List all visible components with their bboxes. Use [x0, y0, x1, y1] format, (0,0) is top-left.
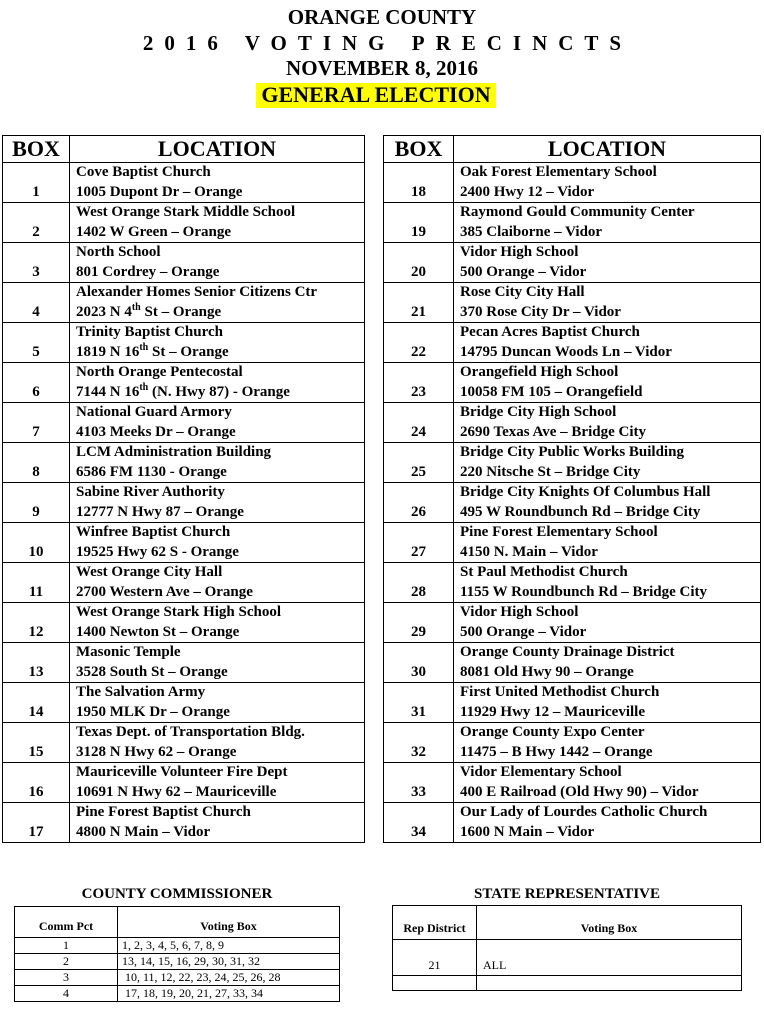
box-number: 34	[384, 803, 454, 843]
location-name: Texas Dept. of Transportation Bldg.	[76, 724, 305, 740]
location-name: Orange County Drainage District	[460, 644, 675, 660]
location-name: Vidor Elementary School	[460, 764, 622, 780]
location-column-header: LOCATION	[454, 136, 761, 163]
box-number: 24	[384, 403, 454, 443]
precinct-row	[3, 803, 365, 843]
comm-voting-boxes: 1, 2, 3, 4, 5, 6, 7, 8, 9	[118, 938, 340, 954]
comm-pct: 1	[15, 938, 118, 954]
precinct-location	[70, 403, 365, 443]
precinct-row	[3, 643, 365, 683]
location-name: West Orange Stark High School	[76, 604, 282, 620]
location-name: The Salvation Army	[76, 684, 206, 700]
precinct-row	[3, 763, 365, 803]
location-address: 10058 FM 105 – Orangefield	[460, 383, 643, 400]
comm-pct: 2	[15, 954, 118, 970]
precinct-location	[70, 683, 365, 723]
box-number: 22	[384, 323, 454, 363]
box-number: 33	[384, 763, 454, 803]
box-number: 7	[3, 403, 70, 443]
location-name: North Orange Pentecostal	[76, 364, 243, 380]
ordinal-suffix: th	[131, 301, 141, 313]
location-address: 495 W Roundbunch Rd – Bridge City	[460, 503, 701, 520]
location-address: 1600 N Main – Vidor	[460, 823, 595, 840]
box-number: 17	[3, 803, 70, 843]
location-address: 11475 – B Hwy 1442 – Orange	[460, 743, 653, 760]
precinct-row	[384, 163, 761, 203]
box-number: 19	[384, 203, 454, 243]
election-type-highlight: GENERAL ELECTION	[256, 83, 496, 108]
precinct-location	[454, 163, 761, 203]
location-address: 12777 N Hwy 87 – Orange	[76, 503, 244, 520]
commissioner-row	[15, 970, 340, 986]
box-number: 21	[384, 283, 454, 323]
box-number: 12	[3, 603, 70, 643]
comm-voting-boxes: 17, 18, 19, 20, 21, 27, 33, 34	[118, 986, 340, 1002]
precinct-location	[70, 763, 365, 803]
precinct-row	[384, 243, 761, 283]
precinct-row	[384, 763, 761, 803]
box-column-header: BOX	[3, 136, 70, 163]
location-address: 220 Nitsche St – Bridge City	[460, 463, 641, 480]
precinct-location	[70, 243, 365, 283]
precinct-row	[3, 723, 365, 763]
location-address: 14795 Duncan Woods Ln – Vidor	[460, 343, 672, 360]
precinct-location	[454, 363, 761, 403]
precinct-location	[454, 763, 761, 803]
location-name: First United Methodist Church	[460, 684, 660, 700]
location-address: 500 Orange – Vidor	[460, 623, 587, 640]
precinct-row	[3, 443, 365, 483]
precinct-location	[70, 603, 365, 643]
location-name: Pine Forest Elementary School	[460, 524, 658, 540]
location-address: 4800 N Main – Vidor	[76, 823, 211, 840]
box-number: 27	[384, 523, 454, 563]
location-name: Sabine River Authority	[76, 484, 225, 500]
representative-table	[392, 905, 742, 991]
box-number: 29	[384, 603, 454, 643]
precinct-location	[454, 523, 761, 563]
representative-row	[393, 940, 742, 976]
empty-cell	[393, 976, 477, 991]
location-address: 2400 Hwy 12 – Vidor	[460, 183, 595, 200]
precinct-location	[70, 323, 365, 363]
location-name: Mauriceville Volunteer Fire Dept	[76, 764, 288, 780]
box-number: 15	[3, 723, 70, 763]
location-address: 4103 Meeks Dr – Orange	[76, 423, 236, 440]
location-column-header: LOCATION	[70, 136, 365, 163]
precinct-row	[384, 483, 761, 523]
precinct-row	[384, 363, 761, 403]
precinct-location	[70, 563, 365, 603]
box-number: 32	[384, 723, 454, 763]
precinct-row	[384, 443, 761, 483]
location-name: St Paul Methodist Church	[460, 564, 628, 580]
voting-box-header: Voting Box	[118, 907, 340, 938]
comm-voting-boxes: 10, 11, 12, 22, 23, 24, 25, 26, 28	[118, 970, 340, 986]
commissioner-table	[14, 906, 340, 1002]
box-number: 26	[384, 483, 454, 523]
precinct-location	[70, 483, 365, 523]
location-address: 4150 N. Main – Vidor	[460, 543, 598, 560]
box-column-header: BOX	[384, 136, 454, 163]
commissioner-title: COUNTY COMMISSIONER	[81, 886, 273, 902]
precinct-row	[3, 203, 365, 243]
commissioner-row	[15, 954, 340, 970]
box-number: 5	[3, 323, 70, 363]
precinct-row	[384, 563, 761, 603]
voting-box-header: Voting Box	[477, 906, 742, 940]
ordinal-suffix: th	[139, 381, 149, 393]
precinct-location	[70, 283, 365, 323]
precinct-location	[454, 443, 761, 483]
precinct-location	[70, 163, 365, 203]
precinct-row	[3, 283, 365, 323]
address-part: 1819 N 16	[76, 343, 140, 360]
location-address: 8081 Old Hwy 90 – Orange	[460, 663, 634, 680]
location-name: West Orange City Hall	[76, 564, 223, 580]
location-name: Alexander Homes Senior Citizens Ctr	[76, 284, 318, 300]
precinct-row	[3, 163, 365, 203]
comm-pct: 4	[15, 986, 118, 1002]
precinct-row	[384, 723, 761, 763]
address-part: St – Orange	[140, 303, 222, 320]
precinct-row	[384, 523, 761, 563]
comm-pct-header: Comm Pct	[15, 907, 118, 938]
location-address: 11929 Hwy 12 – Mauriceville	[460, 703, 645, 720]
precinct-location	[454, 283, 761, 323]
location-name: Bridge City Public Works Building	[460, 444, 684, 460]
location-address: 10691 N Hwy 62 – Mauriceville	[76, 783, 277, 800]
ordinal-suffix: th	[139, 341, 149, 353]
precinct-location	[454, 723, 761, 763]
box-number: 1	[3, 163, 70, 203]
precinct-location	[454, 643, 761, 683]
location-name: Winfree Baptist Church	[76, 524, 231, 540]
box-number: 20	[384, 243, 454, 283]
precinct-row	[3, 363, 365, 403]
precinct-location	[454, 403, 761, 443]
location-address	[76, 343, 364, 363]
address-part: (N. Hwy 87) - Orange	[148, 383, 290, 400]
location-address: 1950 MLK Dr – Orange	[76, 703, 230, 720]
location-name: West Orange Stark Middle School	[76, 204, 296, 220]
precinct-location	[70, 803, 365, 843]
precinct-row	[384, 203, 761, 243]
precinct-row	[384, 323, 761, 363]
county-title: ORANGE COUNTY	[287, 5, 477, 29]
precinct-location	[70, 643, 365, 683]
box-number: 10	[3, 523, 70, 563]
precinct-location	[454, 803, 761, 843]
location-address: 2700 Western Ave – Orange	[76, 583, 253, 600]
location-name: Bridge City Knights Of Columbus Hall	[460, 484, 711, 500]
location-address: 1402 W Green – Orange	[76, 223, 231, 240]
location-name: Trinity Baptist Church	[76, 324, 223, 340]
precinct-row	[384, 683, 761, 723]
location-name: National Guard Armory	[76, 404, 232, 420]
box-number: 2	[3, 203, 70, 243]
precinct-location	[454, 323, 761, 363]
precinct-location	[70, 363, 365, 403]
address-part: St – Orange	[148, 343, 229, 360]
location-address: 1155 W Roundbunch Rd – Bridge City	[460, 583, 708, 600]
address-part: 7144 N 16	[76, 383, 140, 400]
precinct-row	[3, 523, 365, 563]
precinct-row	[3, 403, 365, 443]
location-name: LCM Administration Building	[76, 444, 272, 460]
location-name: Orange County Expo Center	[460, 724, 645, 740]
precinct-row	[384, 603, 761, 643]
location-address: 6586 FM 1130 - Orange	[76, 463, 227, 480]
box-number: 28	[384, 563, 454, 603]
representative-title: STATE REPRESENTATIVE	[473, 886, 661, 902]
location-name: Vidor High School	[460, 604, 579, 620]
precinct-row	[3, 243, 365, 283]
box-number: 23	[384, 363, 454, 403]
precinct-row	[384, 643, 761, 683]
location-name: Pecan Acres Baptist Church	[460, 324, 640, 340]
comm-voting-boxes: 13, 14, 15, 16, 29, 30, 31, 32	[118, 954, 340, 970]
precinct-row	[3, 323, 365, 363]
box-number: 30	[384, 643, 454, 683]
precinct-location	[454, 483, 761, 523]
precinct-row	[3, 683, 365, 723]
box-number: 25	[384, 443, 454, 483]
location-address: 500 Orange – Vidor	[460, 263, 587, 280]
precinct-location	[454, 203, 761, 243]
location-address	[76, 303, 364, 323]
location-address: 385 Claiborne – Vidor	[460, 223, 603, 240]
location-name: Orangefield High School	[460, 364, 619, 380]
precinct-location	[454, 243, 761, 283]
precinct-row	[384, 283, 761, 323]
location-name: North School	[76, 244, 161, 260]
box-number: 6	[3, 363, 70, 403]
location-address: 3128 N Hwy 62 – Orange	[76, 743, 237, 760]
rep-district: 21	[393, 940, 477, 976]
precinct-location	[454, 683, 761, 723]
precinct-row	[384, 403, 761, 443]
precinct-location	[70, 723, 365, 763]
precinct-table-left	[2, 135, 365, 843]
box-number: 4	[3, 283, 70, 323]
location-name: Bridge City High School	[460, 404, 617, 420]
location-name: Masonic Temple	[76, 644, 181, 660]
precinct-location	[454, 563, 761, 603]
location-address: 1400 Newton St – Orange	[76, 623, 240, 640]
location-address	[76, 383, 364, 403]
box-number: 14	[3, 683, 70, 723]
election-date: NOVEMBER 8, 2016	[286, 56, 478, 80]
box-number: 18	[384, 163, 454, 203]
location-name: Vidor High School	[460, 244, 579, 260]
commissioner-row	[15, 986, 340, 1002]
location-name: Cove Baptist Church	[76, 164, 211, 180]
precinct-location	[70, 523, 365, 563]
precinct-row	[3, 483, 365, 523]
location-address: 19525 Hwy 62 S - Orange	[76, 543, 239, 560]
precinct-location	[70, 203, 365, 243]
precinct-location	[454, 603, 761, 643]
location-address: 370 Rose City Dr – Vidor	[460, 303, 621, 320]
comm-pct: 3	[15, 970, 118, 986]
document-title: 2016 VOTING PRECINCTS	[142, 31, 633, 55]
location-address: 801 Cordrey – Orange	[76, 263, 220, 280]
location-address: 1005 Dupont Dr – Orange	[76, 183, 243, 200]
rep-district-header: Rep District	[393, 906, 477, 940]
commissioner-row	[15, 938, 340, 954]
location-address: 3528 South St – Orange	[76, 663, 228, 680]
precinct-row	[3, 603, 365, 643]
location-name: Rose City City Hall	[460, 284, 585, 300]
box-number: 16	[3, 763, 70, 803]
location-name: Our Lady of Lourdes Catholic Church	[460, 804, 708, 820]
precinct-location	[70, 443, 365, 483]
box-number: 9	[3, 483, 70, 523]
location-address: 400 E Railroad (Old Hwy 90) – Vidor	[460, 783, 699, 800]
box-number: 13	[3, 643, 70, 683]
address-part: 2023 N 4	[76, 303, 132, 320]
location-name: Pine Forest Baptist Church	[76, 804, 251, 820]
location-address: 2690 Texas Ave – Bridge City	[460, 423, 646, 440]
precinct-row	[384, 803, 761, 843]
location-name: Raymond Gould Community Center	[460, 204, 695, 220]
box-number: 3	[3, 243, 70, 283]
rep-voting-boxes: ALL	[477, 940, 742, 976]
box-number: 8	[3, 443, 70, 483]
box-number: 31	[384, 683, 454, 723]
precinct-row	[3, 563, 365, 603]
precinct-table-right	[383, 135, 761, 843]
box-number: 11	[3, 563, 70, 603]
location-name: Oak Forest Elementary School	[460, 164, 657, 180]
empty-cell	[477, 976, 742, 991]
